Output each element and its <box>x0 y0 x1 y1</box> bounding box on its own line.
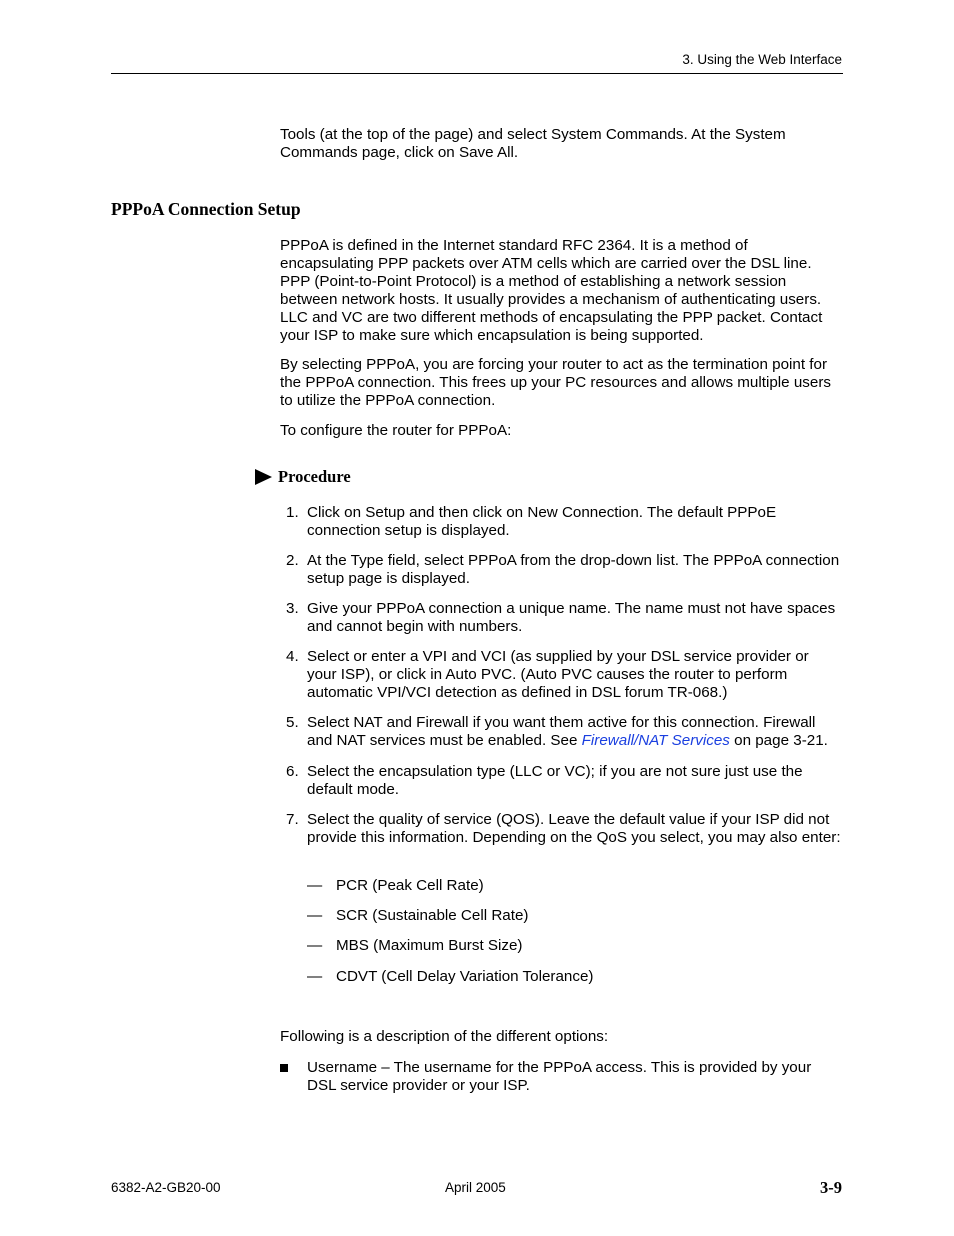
step-text-after: on page 3-21. <box>729 732 828 749</box>
step-number: 2. <box>286 552 299 569</box>
procedure-heading <box>255 467 351 487</box>
dash-mark: — <box>307 937 323 954</box>
step-item <box>280 504 842 540</box>
paragraph-definition: PPPoA is defined in the Internet standard RFC 2364. It is a method of encapsulating PPP packets over ATM cells which are carried over the DSL line. PPP (Point-to-Point Protocol) is a method of establishing a network session between network hosts. It usually provides a mechanism of authenticating users. LLC and VC are two different methods of encapsulating the PPP packet. Contact your ISP to make sure which encapsulation is being supported. <box>280 237 823 344</box>
bullet-item <box>280 1059 842 1095</box>
step-item <box>280 714 842 750</box>
step-number: 6. <box>286 763 299 780</box>
step-text: Select the encapsulation type (LLC or VC); if you are not sure just use the default mode. <box>307 763 803 798</box>
running-header: 3. Using the Web Interface <box>682 52 842 67</box>
section-title: PPPoA Connection Setup <box>111 199 301 219</box>
step-number: 5. <box>286 714 299 731</box>
step-number: 4. <box>286 648 299 665</box>
bullet-text: Username – The username for the PPPoA access. This is provided by your DSL service provider or your ISP. <box>307 1059 812 1094</box>
header-rule <box>111 73 843 74</box>
dash-mark: — <box>307 907 323 924</box>
footer-page-number: 3-9 <box>820 1178 842 1197</box>
paragraph-configure: To configure the router for PPPoA: <box>280 422 512 439</box>
step-text <box>307 714 842 750</box>
square-bullet-icon <box>280 1064 288 1072</box>
step-item <box>280 552 842 588</box>
qos-option-text: PCR (Peak Cell Rate) <box>336 877 484 894</box>
options-intro: Following is a description of the different options: <box>280 1028 609 1045</box>
dash-mark: — <box>307 877 323 894</box>
step-item <box>280 600 842 636</box>
footer-doc-number: 6382-A2-GB20-00 <box>111 1180 221 1195</box>
step-text: At the Type field, select PPPoA from the drop-down list. The PPPoA connection setup page is displayed. <box>307 552 840 587</box>
procedure-arrow-icon <box>255 469 272 485</box>
step-item <box>280 648 842 702</box>
step-number: 7. <box>286 811 299 828</box>
step-text-before: Select NAT and Firewall if you want them active for this connection. Firewall and NAT services must be enabled. See <box>307 714 816 749</box>
step-text: Click on Setup and then click on New Connection. The default PPPoE connection setup is displayed. <box>307 504 777 539</box>
qos-option-text: MBS (Maximum Burst Size) <box>336 937 523 954</box>
procedure-label: Procedure <box>278 467 351 486</box>
firewall-nat-link[interactable]: Firewall/NAT Services <box>581 732 730 749</box>
intro-paragraph: Tools (at the top of the page) and select System Commands. At the System Commands page, click on Save All. <box>280 126 786 161</box>
step-text: Select the quality of service (QOS). Leave the default value if your ISP did not provide this information. Depending on the QoS you select, you may also enter: <box>307 811 841 846</box>
step-item <box>280 811 842 865</box>
qos-option-text: SCR (Sustainable Cell Rate) <box>336 907 529 924</box>
step-number: 1. <box>286 504 299 521</box>
step-item <box>280 763 842 799</box>
paragraph-termination: By selecting PPPoA, you are forcing your router to act as the termination point for the PPPoA connection. This frees up your PC resources and allows multiple users to utilize the PPPoA connection. <box>280 356 831 409</box>
footer-date: April 2005 <box>445 1180 506 1195</box>
qos-option-text: CDVT (Cell Delay Variation Tolerance) <box>336 968 594 985</box>
step-text: Give your PPPoA connection a unique name. The name must not have spaces and cannot begin with numbers. <box>307 600 836 635</box>
step-number: 3. <box>286 600 299 617</box>
step-text: Select or enter a VPI and VCI (as supplied by your DSL service provider or your ISP), or click in Auto PVC. (Auto PVC causes the router to perform automatic VPI/VCI detection as defined in DSL forum TR-068.) <box>307 648 809 701</box>
dash-mark: — <box>307 968 323 985</box>
